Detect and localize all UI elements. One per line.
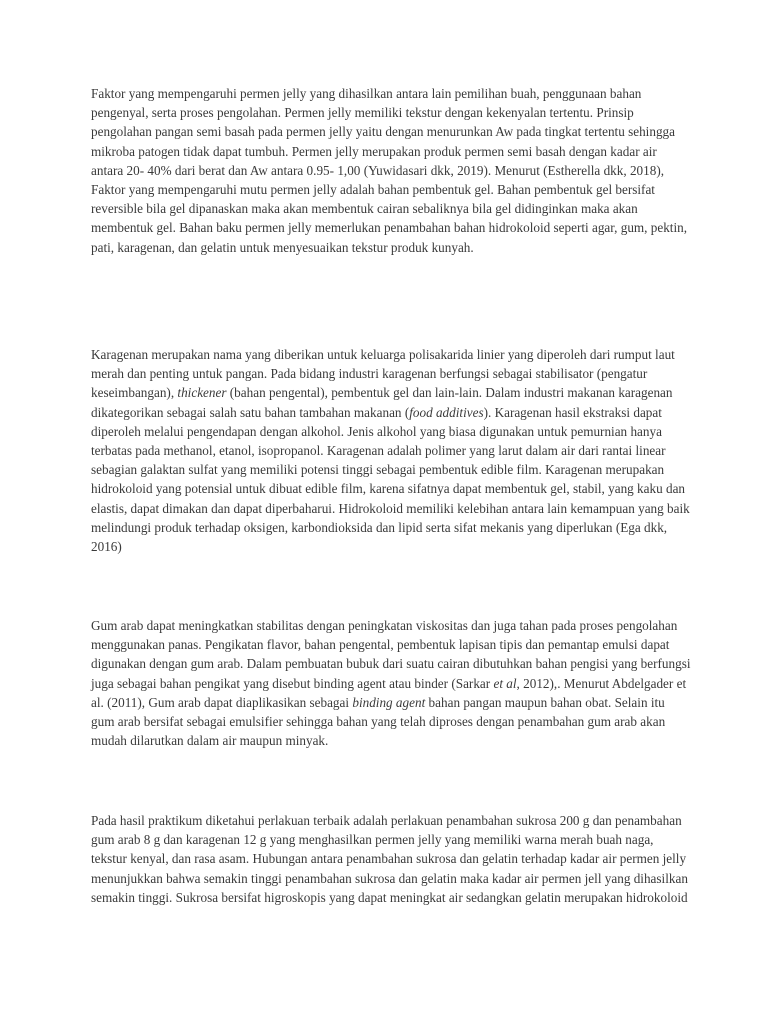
text-segment: Karagenan merupakan nama yang diberikan untuk keluarga polisakarida linier yang diperoleh dari rumput laut merah dan penting untuk pangan. Pada bidang industri karagenan berfungsi sebagai stabilisator (pengatur keseimbangan),: [91, 347, 675, 401]
paragraph-hasil-praktikum: [91, 811, 691, 907]
text-segment: , 2012),. Menurut Abdelgader et al. (2011), Gum arab dapat diaplikasikan sebagai: [91, 675, 687, 710]
paragraph-karagenan: [91, 345, 691, 556]
paragraph-permen-jelly: [91, 84, 691, 257]
italic-term-thickener: thickener: [177, 385, 227, 401]
text-segment: Pada hasil praktikum diketahui perlakuan terbaik adalah perlakuan penambahan sukrosa 200 g dan penambahan gum arab 8 g dan karagenan 12 g yang menghasilkan permen jelly yang memiliki warna merah buah naga, tekstur kenyal, dan rasa asam. Hubungan antara penambahan sukrosa dan gelatin terhadap kadar air permen jelly menunjukkan bahwa semakin tinggi penambahan sukrosa dan gelatin maka kadar air permen jell yang dihasilkan semakin tinggi. Sukrosa bersifat higroskopis yang dapat meningkat air sedangkan gelatin merupakan hidrokoloid: [91, 813, 688, 905]
text-segment: bahan pangan maupun bahan obat. Selain itu gum arab bersifat sebagai emulsifier sehingga bahan yang telah diproses dengan penambahan gum arab akan mudah dilarutkan dalam air maupun minyak.: [91, 694, 666, 749]
text-segment: (bahan pengental), pembentuk gel dan lain-lain. Dalam industri makanan karagenan dikategorikan sebagai salah satu bahan tambahan makanan (: [91, 385, 673, 420]
text-segment: ). Karagenan hasil ekstraksi dapat diperoleh melalui pengendapan dengan alkohol. Jenis alkohol yang biasa digunakan untuk pemurnian hanya terbatas pada methanol, etanol, isopropanol. Karagenan adalah polimer yang larut dalam air dari rantai linear sebagian galaktan sulfat yang memiliki potensi tinggi sebagai pembentuk edible film. Karagenan merupakan hidrokoloid yang potensial untuk dibuat edible film, karena sifatnya dapat membentuk gel, stabil, yang kaku dan elastis, dapat dimakan dan dapat diperbaharui. Hidrokoloid memiliki kelebihan antara lain kemampuan yang baik melindungi produk terhadap oksigen, karbondioksida dan lipid serta sifat mekanis yang diperlukan (Ega dkk, 2016): [91, 404, 690, 555]
paragraph-gum-arab: [91, 616, 691, 750]
text-segment: Faktor yang mempengaruhi permen jelly yang dihasilkan antara lain pemilihan buah, penggunaan bahan pengenyal, serta proses pengolahan. Permen jelly memiliki tekstur dengan kekenyalan tertentu. Prinsip pengolahan pangan semi basah pada permen jelly yaitu dengan menurunkan Aw pada tingkat tertentu sehingga mikroba patogen tidak dapat tumbuh. Permen jelly merupakan produk permen semi basah dengan kadar air antara 20- 40% dari berat dan Aw antara 0.95- 1,00 (Yuwidasari dkk, 2019). Menurut (Estherella dkk, 2018), Faktor yang mempengaruhi mutu permen jelly adalah bahan pembentuk gel. Bahan pembentuk gel bersifat reversible bila gel dipanaskan maka akan membentuk cairan sebaliknya bila gel didinginkan maka akan membentuk gel. Bahan baku permen jelly memerlukan penambahan bahan hidrokoloid seperti agar, gum, pektin, pati, karagenan, dan gelatin untuk menyesuaikan tekstur produk kunyah.: [91, 86, 688, 255]
italic-term-food-additives: food additives: [409, 404, 484, 420]
text-segment: Gum arab dapat meningkatkan stabilitas dengan peningkatan viskositas dan juga tahan pada proses pengolahan menggunakan panas. Pengikatan flavor, bahan pengental, pembentuk lapisan tipis dan pemantap emulsi dapat digunakan dengan gum arab. Dalam pembuatan bubuk dari suatu cairan dibutuhkan bahan pengisi yang berfungsi juga sebagai bahan pengikat yang disebut binding agent atau binder (Sarkar: [91, 618, 691, 691]
italic-term-et-al: et al: [493, 675, 517, 691]
italic-term-binding-agent: binding agent: [352, 694, 426, 710]
